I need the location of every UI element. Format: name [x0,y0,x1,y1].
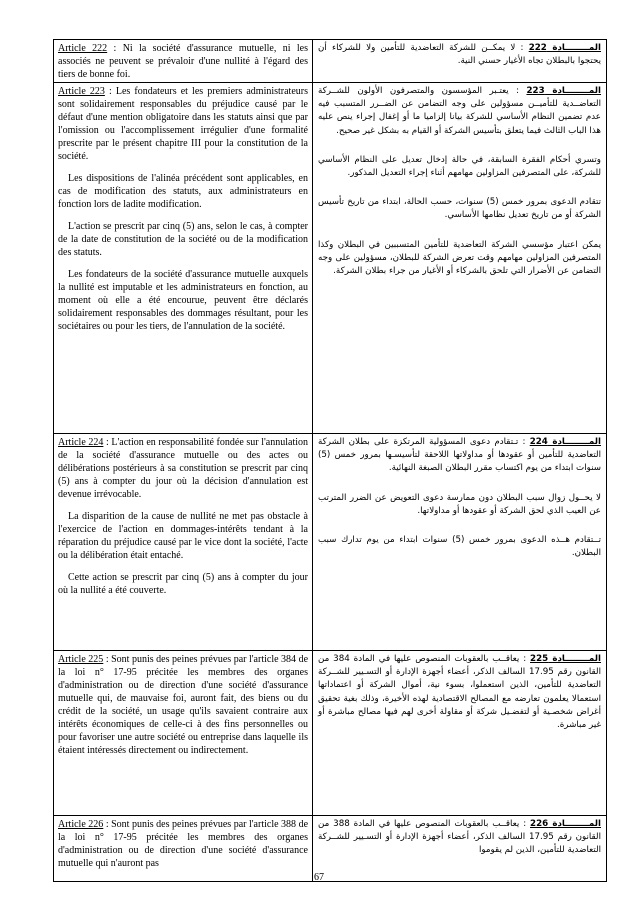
article-number: المــــــــادة 225 [530,654,601,664]
paragraph: La disparition de la cause de nullité ne met pas obstacle à l'exercice de l'action en dommages-intérêts tendant à la réparation du préjudice causé par le vice dont la société, l'acte ou la délibération était entaché. [58,511,308,561]
french-cell [54,651,313,815]
article-number: المــــــــادة 222 [528,43,601,53]
paragraph: Les fondateurs de la société d'assurance mutuelle auxquels la nullité est imputable et les administrateurs en fonction, au moment où elle a été encourue, peuvent être déclarés solidairement responsables des dommages résultant, pour les sociétaires ou pour les tiers, de l'annulation de la société. [58,269,308,332]
article-number: المــــــــادة 223 [526,86,601,96]
page-number: 67 [314,872,324,883]
article-number: Article 226 [58,819,104,830]
article-row [54,651,606,816]
article-text: : Sont punis des peines prévues par l'article 384 de la loi n° 17-95 précitée les membres des organes d'administration ou de direction d'une société d'assurance mutuelle qui, de mauvaise foi, auront fait, des biens ou du crédit de la société, un usage qu'ils savaient contraire aux intérêts économiques de celle-ci à des fins personnelles ou pour favoriser une autre société ou entreprise dans laquelle ils étaient intéressés directement ou indirectement. [58,654,309,756]
paragraph: Cette action se prescrit par cinq (5) ans à compter du jour où la nullité a été couverte. [58,572,308,596]
article-row [54,40,606,83]
article-text: : لا يمكــن للشركة التعاضدية للتأمين ولا للشركاء أن يحتجوا بالبطلان تجاه الأغيار حسني النية. [318,43,601,67]
arabic-cell [313,651,606,815]
article-text: : Les fondateurs et les premiers administrateurs sont solidairement responsables du préjudice causé par le défaut d'une mention obligatoire dans les statuts ainsi que par l'omission ou l'accomplissement irrégulier d'une formalité prescrite par le présent chapitre III pour la constitution de la société. [58,86,308,162]
arabic-cell [313,40,606,82]
paragraph: وتسري أحكام الفقرة السابقة، في حالة إدخال تعديل على النظام الأساسي للشركة، على المتصرفين المزاولين مهامهم أثناء إجراء التعديل المذكور. [318,154,601,179]
article-number: Article 222 [58,43,108,54]
article-text: : تـتقادم دعوى المسؤولية المرتكزة على بطلان الشركة التعاضدية للتأمين أو عقودها أو مداولاتها اللاحقة لتأسيسـها بمرور خمس (5) سنوات ابتداء من يوم اكتساب مقرر البطلان الصبغة النهائية. [318,437,601,474]
article-number: Article 225 [58,654,104,665]
article-text: : يعاقــب بالعقوبات المنصوص عليها في المادة 384 من القانون رقم 17.95 السالف الذكر، أعضاء أجهزة الإدارة أو التسـيير للشــركة التعاضدية للتأمين، الذين استعملوا، بسوء نية، أموال الشركة أو اعتماداتها استعمالا يعلمون تعارضه مع المصالح الاقتصادية لهذه الأخيرة، وذلك بغية تحقيق أغراض شخصـية أو لتفضـيل شركة أو مقاولة أخرى لهم فيها مصالح مباشرة أو غير مباشرة. [318,654,601,731]
french-cell [54,434,313,650]
bilingual-law-table [53,39,607,882]
article-row [54,434,606,651]
article-text: : Ni la société d'assurance mutuelle, ni les associés ne peuvent se prévaloir d'une nullité à l'égard des tiers de bonne foi. [58,43,309,80]
article-number: المــــــــادة 226 [530,819,601,829]
french-cell [54,40,313,82]
paragraph: لا يحــول زوال سبب البطلان دون ممارسة دعوى التعويض عن الضرر المترتب عن العيب الذي لحق الشركة أو عقودها أو مداولاتها. [318,492,601,516]
article-row [54,83,606,434]
article-number: Article 223 [58,86,105,97]
french-cell [54,83,313,433]
arabic-cell [313,434,606,650]
article-text: : يعاقــب بالعقوبات المنصوص عليها في المادة 388 من القانون رقم 17.95 السالف الذكر، أعضاء أجهزة الإدارة أو التسـيير للشــركة التعاضدية للتأمين، الذين لم يقوموا [318,819,601,856]
article-text: : يعتـبر المؤسسون والمتصرفون الأولون للشــركة التعاضــدية للتأميــن مسؤولين على وجه التضامن عن الضــرر المتسبب فيه عدم تضمين النظام الأساسي للشركة بيانا إلزاميا ما أو إغفال إجراء ينص عليه هذا الباب الثالث فيما يتعلق بتأسيس الشركة أو القيام به بشكل غير صحيح. [318,86,601,136]
paragraph: Les dispositions de l'alinéa précédent sont applicables, en cas de modification des statuts, aux administrateurs en fonction lors de ladite modification. [58,173,308,210]
paragraph: يمكن اعتبار مؤسسي الشركة التعاضدية للتأمين المتسببين في البطلان وكذا المتصرفين المزاولين مهامهم وقت تعرض الشركة للبطلان، مسؤولين على وجه التضامن عن الأضرار التي تلحق بالشركاء أو الأغيار من جراء بطلان الشركة. [318,239,601,277]
article-text: : L'action en responsabilité fondée sur l'annulation de la société d'assurance mutuelle ou des actes ou délibérations postérieurs à sa constitution se prescrit par cinq (5) ans à compter du jour où la décision d'annulation est devenue irrévocable. [58,437,309,500]
arabic-cell [313,83,606,433]
paragraph: تتقادم الدعوى بمرور خمس (5) سنوات، حسب الحالة، ابتداء من تاريخ تأسيس الشركة أو من تاريخ تعديل نظامها الأساسي. [318,197,602,221]
paragraph: L'action se prescrit par cinq (5) ans, selon le cas, à compter de la date de constitution de la société ou de la modification des statuts. [58,221,308,258]
article-number: Article 224 [58,437,104,448]
article-number: المــــــــادة 224 [529,437,601,447]
paragraph: تــتقادم هــذه الدعوى بمرور خمس (5) سنوات ابتداء من يوم تدارك سبب البطلان. [318,535,601,559]
article-text: : Sont punis des peines prévues par l'article 388 de la loi n° 17-95 précitée les membres des organes d'administration ou de direction d'une société d'assurance mutuelle qui n'auront pas [58,819,309,869]
